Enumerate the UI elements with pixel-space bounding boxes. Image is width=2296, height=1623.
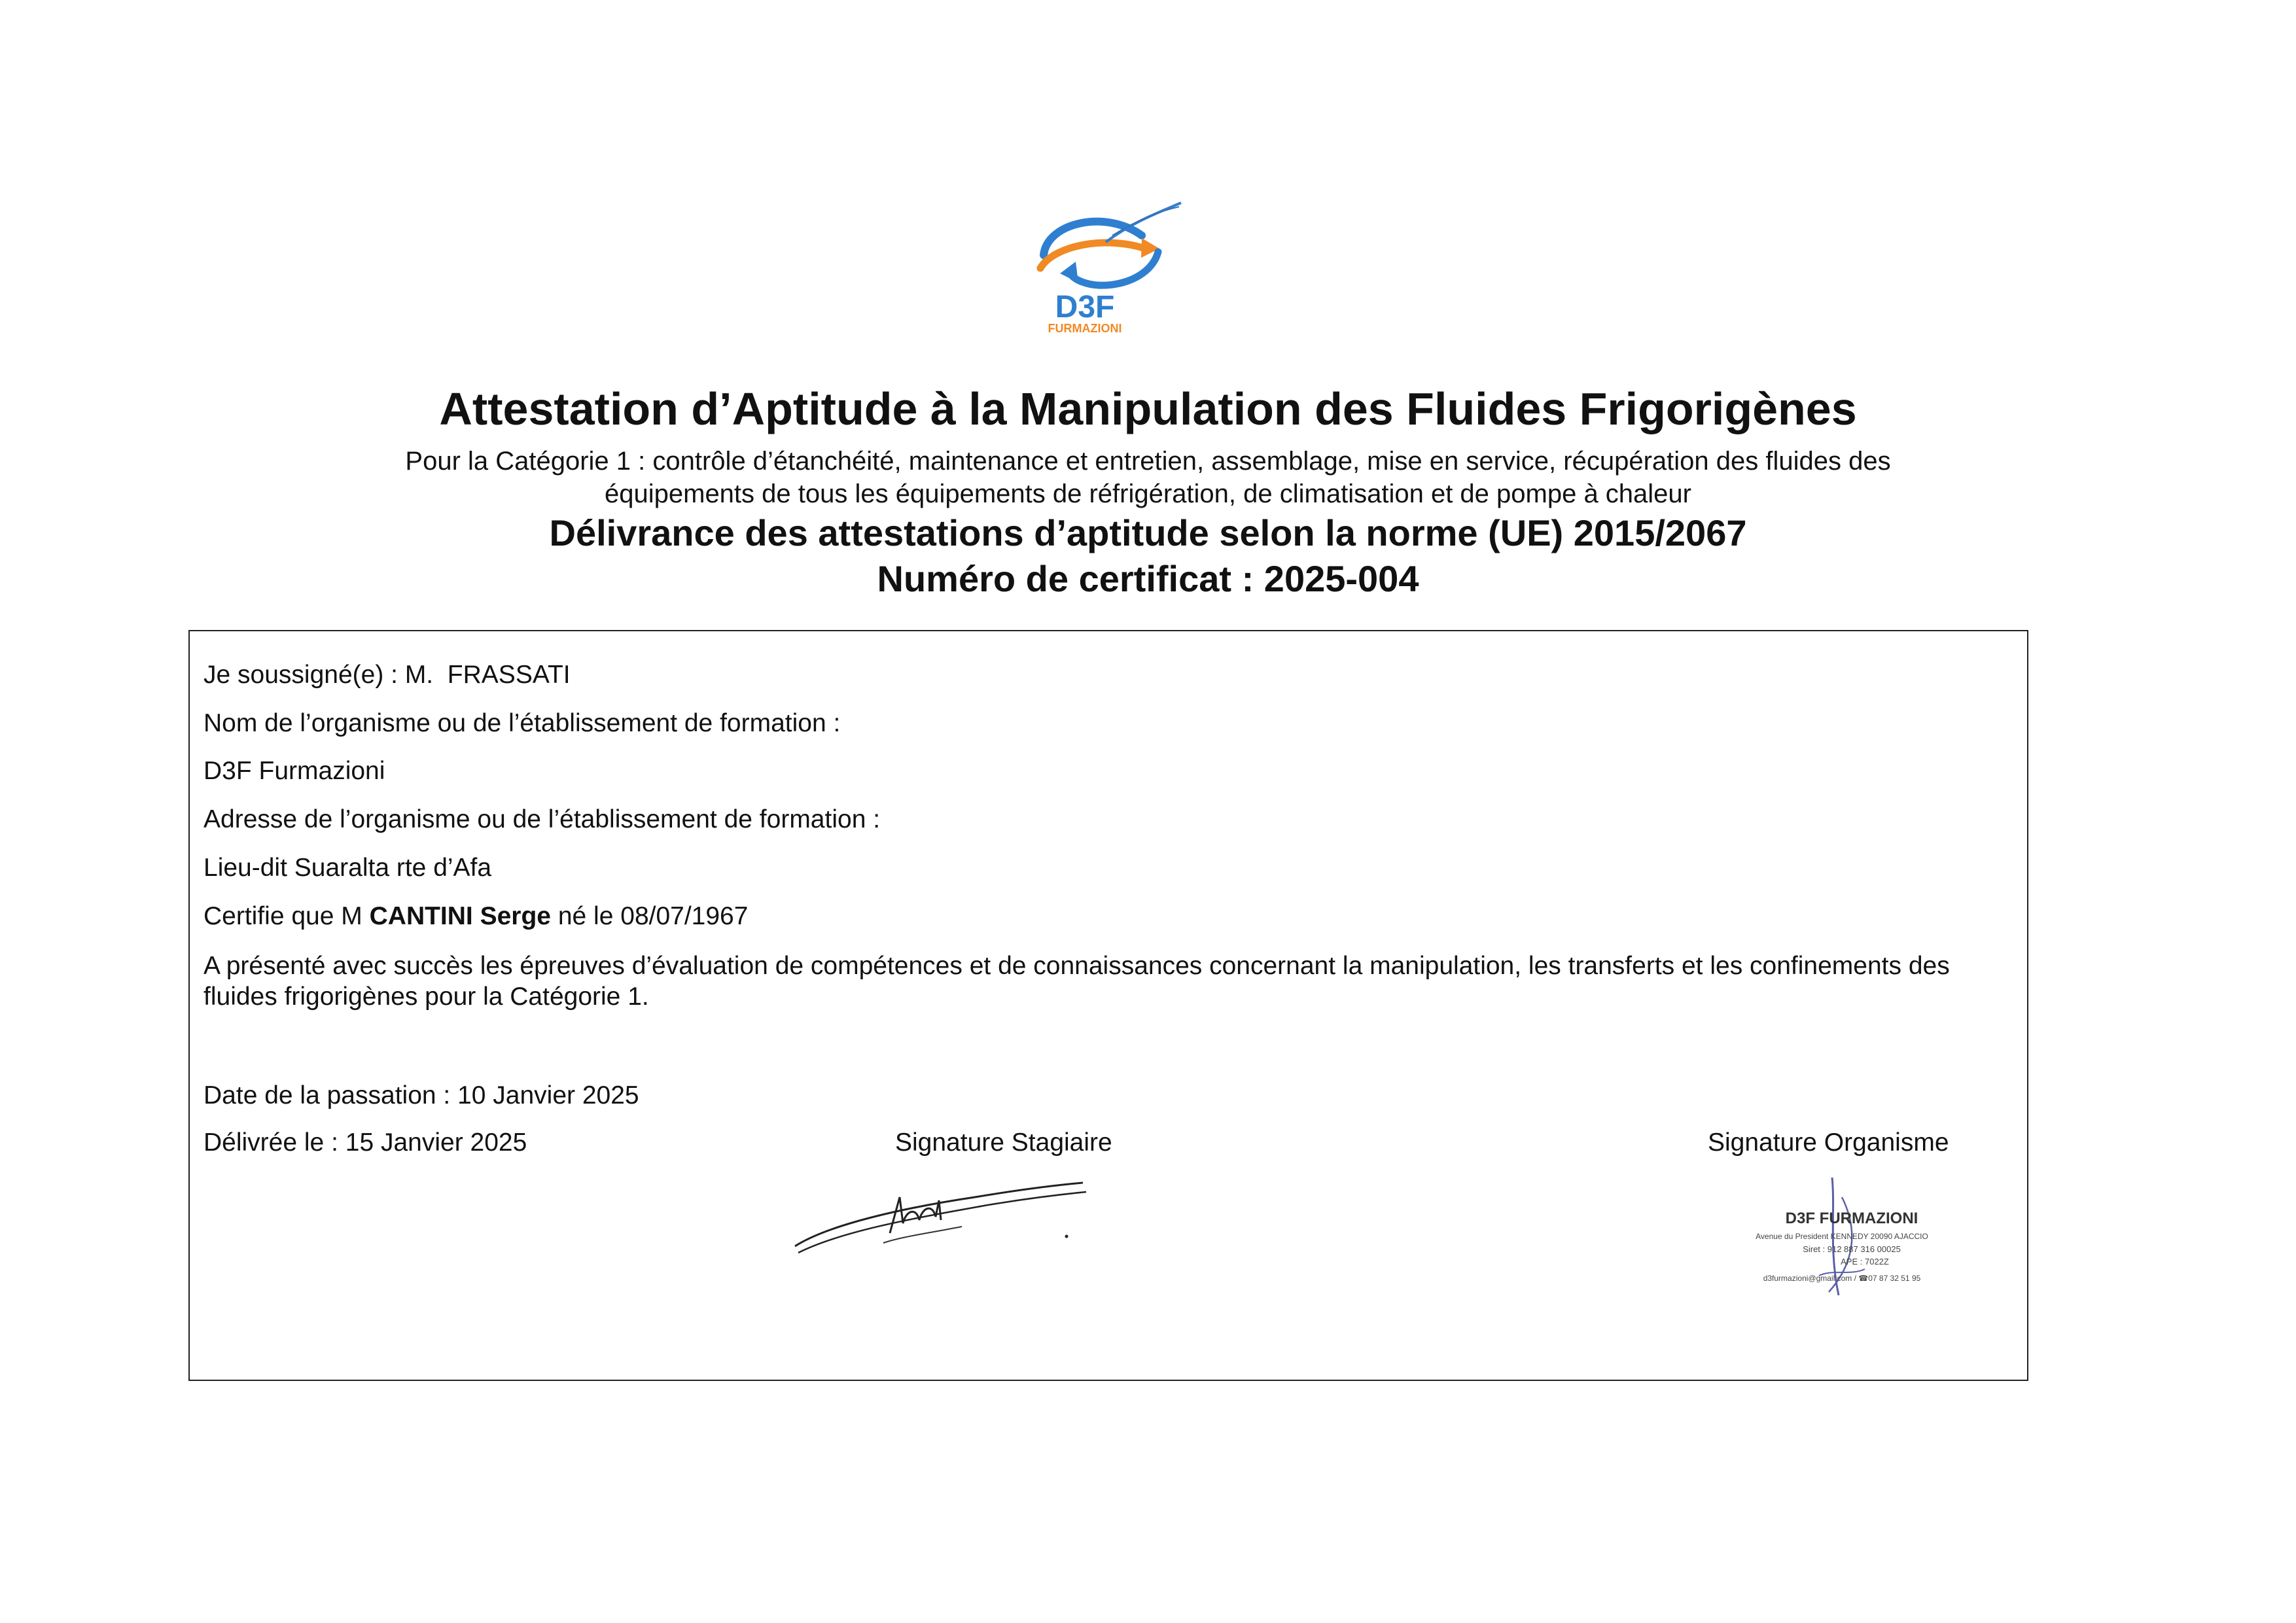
stamp-contact: d3furmazioni@gmail.com / ☎07 87 32 51 95 (1763, 1274, 1921, 1283)
certificate-number-value: 2025-004 (1263, 558, 1419, 599)
birth-date: 08/07/1967 (620, 902, 749, 930)
trainee-name: CANTINI Serge (369, 902, 551, 930)
stamp-name: D3F FURMAZIONI (1785, 1210, 1918, 1227)
certify-line (203, 902, 748, 931)
result-text: A présenté avec succès les épreuves d’évaluation de compétences et de connaissances concernant la manipulation, les transferts et les confinements des fluides frigorigènes pour la Catégorie 1. (203, 952, 1950, 1011)
norm-heading: Délivrance des attestations d’aptitude selon la norme (UE) 2015/2067 (549, 512, 1747, 553)
stamp-siret: Siret : 912 887 316 00025 (1803, 1244, 1901, 1254)
issued-label: Délivrée le : (203, 1128, 345, 1157)
exam-date-value: 10 Janvier 2025 (457, 1081, 639, 1109)
stamp-ape: APE : 7022Z (1841, 1257, 1889, 1266)
issued-date-line (203, 1128, 527, 1157)
certificate-number-label: Numéro de certificat : (877, 558, 1264, 599)
org-name-label: Nom de l’organisme ou de l’établissement de formation : (203, 709, 841, 737)
certify-prefix: Certifie que M (203, 902, 370, 930)
logo-sub-text: FURMAZIONI (1048, 322, 1122, 335)
org-address-label: Adresse de l’organisme ou de l’établissement de formation : (203, 805, 881, 833)
document-title: Attestation d’Aptitude à la Manipulation des Fluides Frigorigènes (439, 383, 1857, 434)
trainee-signature-label: Signature Stagiaire (895, 1128, 1112, 1157)
trainee-signature (792, 1171, 1093, 1263)
logo-blue-lower-arc (1070, 252, 1158, 285)
exam-date-line (203, 1081, 639, 1110)
d3f-furmazioni-logo (1008, 196, 1191, 340)
undersigned-line (203, 661, 571, 689)
stamp-address: Avenue du President KENNEDY 20090 AJACCIO (1756, 1232, 1928, 1241)
born-label: né le (551, 902, 621, 930)
logo-blue-arrowhead (1060, 262, 1078, 283)
logo-orange-arc (1040, 243, 1145, 268)
org-address-value: Lieu-dit Suaralta rte d’Afa (203, 854, 492, 882)
undersigned-value: M. FRASSATI (404, 661, 571, 689)
subtitle-line-1: Pour la Catégorie 1 : contrôle d’étanchéité, maintenance et entretien, assemblage, mise en service, récupération des fluides des (405, 447, 1891, 476)
subtitle-line-2: équipements de tous les équipements de réfrigération, de climatisation et de pompe à chaleur (605, 480, 1691, 508)
certificate-number-heading (0, 557, 2296, 600)
organization-signature-label: Signature Organisme (1708, 1128, 1949, 1157)
issued-date-value: 15 Janvier 2025 (345, 1128, 527, 1157)
undersigned-label: Je soussigné(e) : (203, 661, 405, 689)
org-name-value: D3F Furmazioni (203, 757, 385, 785)
exam-date-label: Date de la passation : (203, 1081, 458, 1109)
organization-stamp (1701, 1171, 1983, 1308)
logo-brand-text: D3F (1055, 290, 1115, 324)
